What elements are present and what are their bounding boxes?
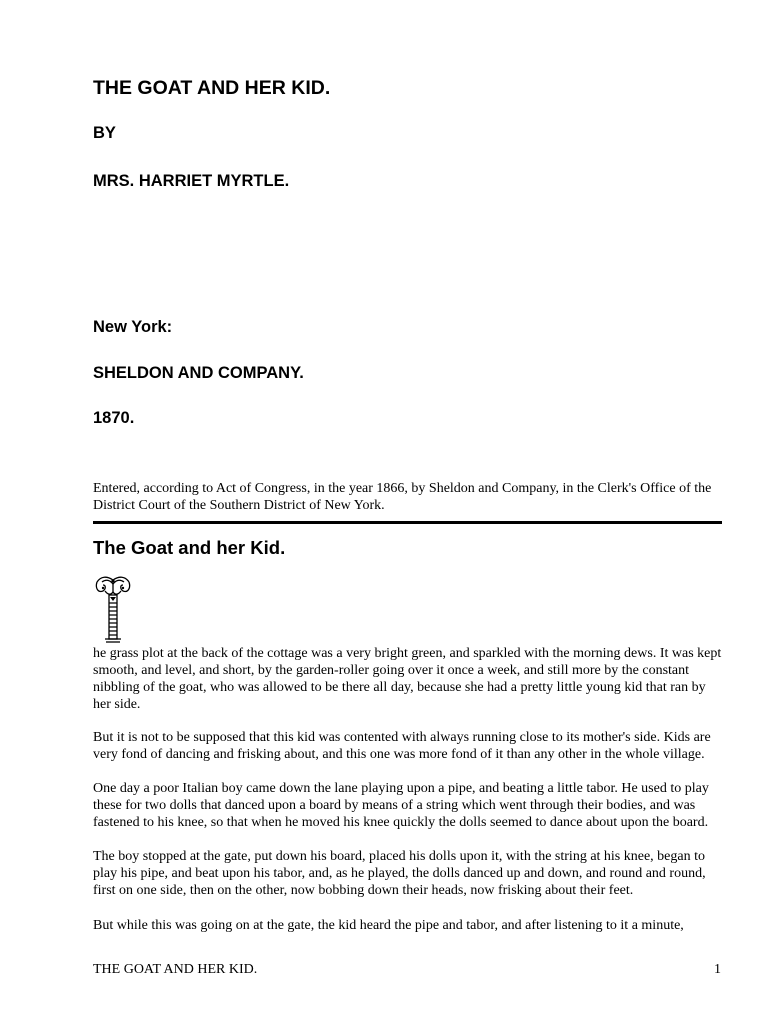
publication-year: 1870. bbox=[93, 409, 135, 427]
paragraph: he grass plot at the back of the cottage was a very bright green, and sparkled with the morning dews. It was kept smooth, and level, and short, by the garden-roller going over it once a week, and still more by the constant nibbling of the goat, who was allowed to be there all day, because she had a pretty little young kid that ran by her side. bbox=[93, 646, 722, 712]
section-divider bbox=[93, 521, 722, 524]
footer-running-title: THE GOAT AND HER KID. bbox=[93, 962, 258, 977]
chapter-heading: The Goat and her Kid. bbox=[93, 537, 286, 558]
footer-page-number: 1 bbox=[714, 962, 721, 977]
paragraph: But it is not to be supposed that this kid was contented with always running close to its mother's side. Kids are very fond of dancing and frisking about, and this one was more fond of it than any other in the whole village. bbox=[93, 730, 711, 762]
paragraph: But while this was going on at the gate, the kid heard the pipe and tabor, and after listening to it a minute, bbox=[93, 918, 684, 933]
author-name: MRS. HARRIET MYRTLE. bbox=[93, 172, 290, 190]
paragraph: One day a poor Italian boy came down the lane playing upon a pipe, and beating a little tabor. He used to play these for two dolls that danced upon a board by means of a string which went through their bodies, and was fastened to his knee, so that when he moved his knee quickly the dolls seemed to dance about upon the board. bbox=[93, 781, 709, 830]
publisher-name: SHELDON AND COMPANY. bbox=[93, 364, 304, 382]
byline-label: BY bbox=[93, 124, 116, 142]
book-title: THE GOAT AND HER KID. bbox=[93, 77, 331, 99]
publication-place: New York: bbox=[93, 318, 173, 336]
paragraph: The boy stopped at the gate, put down his board, placed his dolls upon it, with the string at his knee, began to play his pipe, and beat upon his tabor, and, as he played, the dolls danced up and down, and round and round, first on one side, then on the other, now bobbing down their heads, now frisking about their feet. bbox=[93, 849, 706, 898]
copyright-notice: Entered, according to Act of Congress, in the year 1866, by Sheldon and Company, in the Clerk's Office of the District Court of the Southern District of New York. bbox=[93, 481, 712, 513]
ornamental-initial-T-icon bbox=[93, 574, 133, 644]
